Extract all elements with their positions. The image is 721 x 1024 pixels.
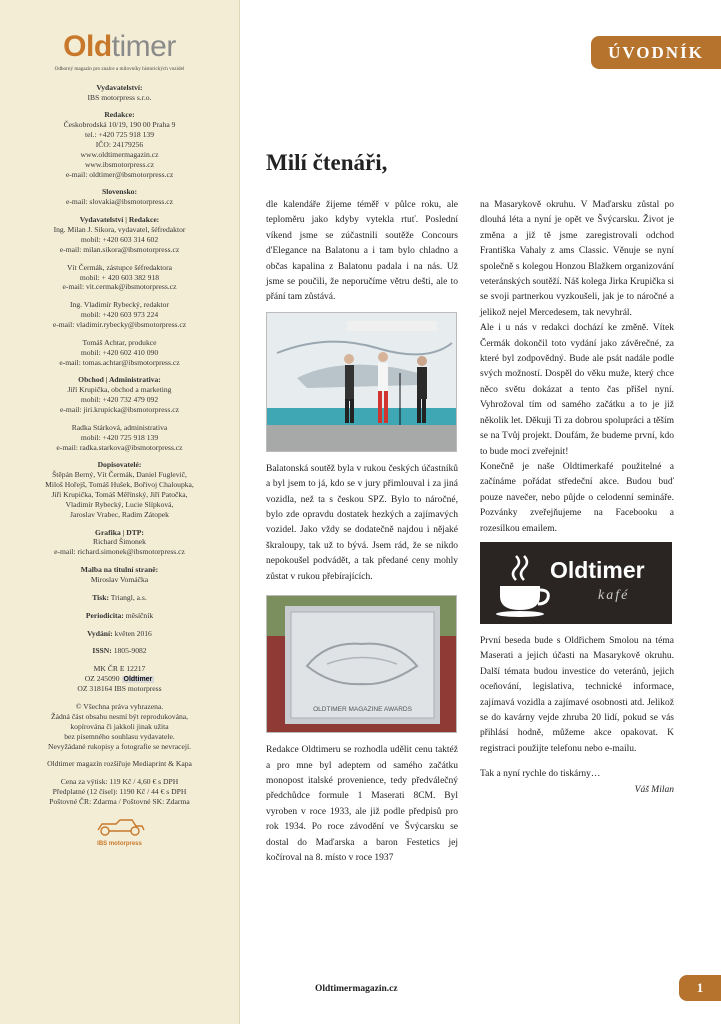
masthead-line	[0, 712, 239, 722]
masthead-line-text: Tomáš Achtar, produkce	[82, 337, 157, 347]
masthead-line-text: mobil: +420 602 410 090	[80, 347, 159, 357]
masthead-block	[0, 110, 239, 179]
masthead-line-text: Žádná část obsahu nesmí být reprodukována,	[50, 711, 189, 721]
article-column-1	[266, 198, 458, 866]
paragraph: na Masarykově okruhu. V Maďarsku zůstal po dlouhá léta a nyní je opět ve Švýcarsku. Život je změna a již tě jsme zaregistrovali odchod Františka Vahaly z ams Classic. Věnuje se nyní společně s kolegou Honzou Blažkem organizování veteránských soutěží. Náš kolega Jirka Krupička si se svoji partnerkou vyzkoušeli, jak je to náročné a jelikož nejel Mercedesem, tak nevyhrál.	[480, 200, 674, 318]
masthead-value: květen 2016	[114, 628, 152, 638]
masthead-line-text: IČO: 24179256	[95, 140, 144, 150]
paragraph: dle kalendáře žijeme téměř v půlce roku, ale teploměru jako kdyby vytekla rtuť. Poslední víkend jsme se zúčastnili soutěže Concours d'Elegance na Balatonu a i tam bylo chladno a občas kapalina z Balatonu padala i na nás. Už jsme se poučili, že neporučíme větru dešti, ale to přání tam zůstává.	[266, 200, 458, 303]
masthead-line-text: Předplatné (12 čísel): 1190 Kč / 44 € s DPH	[52, 787, 187, 797]
masthead-line-text: e-mail: richard.simonek@ibsmotorpress.cz	[54, 547, 185, 557]
masthead-block	[0, 528, 239, 558]
ibs-motorpress-logo	[0, 817, 239, 849]
masthead-line	[0, 235, 239, 245]
masthead-line-text: Českobrodská 10/19, 190 00 Praha 9	[63, 120, 176, 130]
masthead-heading: Vydavatelství:	[96, 82, 143, 92]
masthead-line-text: e-mail: jiri.krupicka@ibsmotorpress.cz	[60, 404, 179, 414]
masthead-line	[0, 674, 239, 684]
masthead-line-text: e-mail: radka.starkova@ibsmotorpress.cz	[56, 442, 183, 452]
masthead-line-text: Radka Stárková, administrativa	[71, 422, 168, 432]
masthead-line-text: Oldtimer magazín rozšiřuje Mediaprint & Kapa	[47, 759, 192, 769]
masthead-line	[0, 385, 239, 395]
masthead-blocks	[0, 83, 239, 807]
masthead-line	[0, 282, 239, 292]
masthead-line	[0, 500, 239, 510]
oldtimer-kafe-logo	[480, 542, 672, 624]
masthead-block	[0, 460, 239, 519]
editorial-title: Milí čtenáři,	[266, 150, 388, 175]
masthead-heading: Grafika | DTP:	[95, 527, 144, 537]
masthead-line-text: Vít Čermák, zástupce šéfredaktora	[67, 262, 172, 272]
signature: Váš Milan	[634, 784, 674, 795]
masthead-line-text: mobil: +420 725 918 139	[80, 432, 159, 442]
masthead-line	[0, 629, 239, 639]
masthead-line-text: e-mail: tomas.achtar@ibsmotorpress.cz	[59, 357, 180, 367]
masthead-line	[0, 160, 239, 170]
article-column-2	[480, 198, 674, 798]
masthead-line-text: Jiří Krupička, Tomáš Měřínský, Jiří Patočka,	[51, 489, 188, 499]
masthead-line	[0, 300, 239, 310]
masthead-line-text: Nevyžádané rukopisy a fotografie se nevracejí.	[48, 741, 191, 751]
masthead-heading: Vydavatelství | Redakce:	[79, 215, 160, 225]
masthead-block	[0, 263, 239, 293]
masthead-heading: Dopisovatelé:	[97, 460, 142, 470]
masthead-line	[0, 423, 239, 433]
award-ceremony-photo	[266, 312, 457, 452]
masthead-line-text: Ing. Milan J. Sikora, vydavatel, šéfredaktor	[53, 225, 186, 235]
masthead-heading: ISSN:	[92, 646, 112, 656]
masthead-line-text: www.ibsmotorpress.cz	[84, 159, 155, 169]
paragraph: Ale i u nás v redakci dochází ke změně. Vítek Čermák dokončil toto vydání jako závěrečné, za které byl zodpovědný. Bude ale psát nadále podle svých možností. Dospěl do věku muže, který chce něco světu dokázat a tento čas přišel nyní. Vyhrožoval tím od samého začátku a to je již několik let. Děkuji Ti za dobrou spolupráci a těším se na Tvůj projekt. Doufám, že budeme první, kdo to bude moci zveřejnit!	[480, 323, 674, 457]
masthead-line-text: Ing. Vladimír Rybecký, redaktor	[70, 300, 169, 310]
logo-old: Old	[63, 30, 112, 63]
masthead-line-text: Vladimír Rybecký, Lucie Slípková,	[65, 499, 174, 509]
masthead-line	[0, 664, 239, 674]
masthead-line-text: e-mail: slovakia@ibsmotorpress.cz	[66, 197, 173, 207]
masthead-line-text: e-mail: vit.cermak@ibsmotorpress.cz	[62, 282, 177, 292]
masthead-line	[0, 348, 239, 358]
paragraph: První beseda bude s Oldřichem Smolou na téma Maserati a jejich účasti na Masarykově okruhu. Další témata budou investice do veteránů, jejich oceňování, legislativa, technické informace, zajímavá vozidla a zajímavé osobnosti atd. Jelikož se do kavárny vejde zhruba 20 lidí, pokud se vás přihlásí hodně, můžeme akce opakovat. K registraci použijte telefonu nebo e-mailu.	[480, 635, 674, 754]
masthead-line	[0, 395, 239, 405]
masthead-block	[0, 759, 239, 769]
masthead-heading: Obchod | Administrativa:	[78, 375, 161, 385]
masthead-line	[0, 742, 239, 752]
masthead-line	[0, 320, 239, 330]
masthead-block	[0, 629, 239, 639]
masthead-heading: Redakce:	[104, 110, 135, 120]
masthead-line	[0, 510, 239, 520]
masthead-line-text: kopírována či jakkoli jinak užita	[70, 721, 169, 731]
masthead-line	[0, 263, 239, 273]
masthead-line-text: OZ 245090	[84, 674, 120, 684]
masthead-sidebar	[0, 0, 240, 1024]
masthead-block	[0, 664, 239, 694]
masthead-line	[0, 611, 239, 621]
masthead-block	[0, 593, 239, 603]
masthead-line-text: mobil: +420 603 314 602	[80, 234, 159, 244]
masthead-line-text: bez písemného souhlasu vydavatele.	[64, 731, 175, 741]
masthead-line-text: tel.: +420 725 918 139	[84, 130, 155, 140]
masthead-line-text: Štěpán Berný, Vít Čermák, Daniel Fuglevič,	[52, 470, 187, 480]
masthead-line-text: mobil: + 420 603 382 918	[79, 272, 160, 282]
masthead-line	[0, 140, 239, 150]
masthead-line	[0, 170, 239, 180]
masthead-block	[0, 646, 239, 656]
masthead-line-text: Miloš Hořejš, Tomáš Hušek, Bořivoj Chaloupka,	[45, 480, 194, 490]
masthead-line	[0, 537, 239, 547]
paragraph: Tak a nyní rychle do tiskárny…	[480, 769, 601, 780]
masthead-line-text: Poštovné ČR: Zdarma / Poštovné SK: Zdarma	[49, 796, 190, 806]
masthead-line-text: www.oldtimermagazin.cz	[80, 149, 159, 159]
masthead-line	[0, 273, 239, 283]
masthead-heading: Slovensko:	[101, 187, 138, 197]
masthead-line	[0, 702, 239, 712]
masthead-line-text: Cena za výtisk: 119 Kč / 4,60 € s DPH	[60, 777, 179, 787]
masthead-line	[0, 593, 239, 603]
masthead-line-text: Jaroslav Vrabec, Radim Zátopek	[70, 509, 169, 519]
masthead-line	[0, 225, 239, 235]
masthead-line	[0, 547, 239, 557]
ibs-label: IBS motorpress	[97, 840, 142, 847]
coffee-cup-icon	[492, 550, 552, 620]
masthead-heading: Malba na titulní straně:	[80, 565, 159, 575]
masthead-line-text: mobil: +420 603 973 224	[80, 310, 159, 320]
masthead-heading: Tisk:	[92, 592, 109, 602]
masthead-block	[0, 777, 239, 807]
masthead-block	[0, 215, 239, 254]
masthead-block	[0, 338, 239, 368]
masthead-value: Triangl, a.s.	[110, 592, 147, 602]
masthead-block	[0, 375, 239, 414]
paragraph: Konečně je naše Oldtimerkafé použitelné a začínáme pořádat středeční akce. Budou buď pouze navečer, nebo půjde o celodenní semináře. Pozvánky zveřejňujeme na Facebooku a rozesílkou emailem.	[480, 461, 674, 534]
cafe-name: Oldtimer	[550, 556, 645, 583]
masthead-block	[0, 565, 239, 585]
masthead-line-text: Richard Šimonek	[93, 537, 146, 547]
magazine-tagline: Odborný magazín pro znalce a milovníky historických vozidel	[54, 66, 185, 72]
masthead-line-text: e-mail: vladimir.rybecky@ibsmotorpress.cz	[52, 319, 187, 329]
section-badge: ÚVODNÍK	[591, 36, 721, 69]
masthead-line	[0, 759, 239, 769]
masthead-line	[0, 245, 239, 255]
masthead-block	[0, 83, 239, 103]
masthead-value: 1805-9082	[113, 646, 147, 656]
masthead-line-text: © Všechna práva vyhrazena.	[75, 702, 164, 712]
masthead-line	[0, 358, 239, 368]
footer-website: Oldtimermagazin.cz	[315, 984, 398, 994]
masthead-line-text: Miroslav Vomáčka	[90, 574, 149, 584]
paragraph: Redakce Oldtimeru se rozhodla udělit cenu taktéž a pro mne byl adeptem od samého začátku monopost italské provenience, tedy předválečný předchůdce formule 1 Maserati 8CM. Byl vyroben v roce 1933, ale již podle předpisů pro rok 1934. Po roce závodění ve Švýcarsku se dostal do Maďarska a baron Festetics jej kočíroval na 8. místo v roce 1937	[266, 745, 458, 863]
masthead-line-text: Jiří Krupička, obchod a marketing	[67, 385, 172, 395]
paragraph: Balatonská soutěž byla v rukou českých účastníků a byl jsem to já, kdo se v jury přimlouval i za jiná vozidla, než ta s českou SPZ. Bylo to náročné, bylo zde opravdu dostatek hezkých a zajímavých vozidel. Jako vždy se dodatečně najdou i nějaké škraloupy, tak už to bývá. Jsem rád, že se nikdo nepokoušel podvádět, a tak předané ceny mohly zůstat v rukou přebírajících.	[266, 463, 458, 582]
masthead-line	[0, 338, 239, 348]
masthead-heading: Vydání:	[87, 628, 113, 638]
masthead-line	[0, 684, 239, 694]
masthead-line	[0, 797, 239, 807]
oz-oldtimer-mark: Oldtimer	[123, 676, 153, 684]
masthead-line	[0, 490, 239, 500]
masthead-line	[0, 480, 239, 490]
masthead-line	[0, 732, 239, 742]
masthead-block	[0, 423, 239, 453]
masthead-line	[0, 722, 239, 732]
masthead-value: měsíčník	[125, 610, 154, 620]
masthead-line	[0, 150, 239, 160]
masthead-block	[0, 300, 239, 330]
masthead-block	[0, 702, 239, 751]
masthead-line-text: e-mail: oldtimer@ibsmotorpress.cz	[65, 169, 174, 179]
masthead-line	[0, 646, 239, 656]
masthead-block	[0, 611, 239, 621]
masthead-line-text: mobil: +420 732 479 092	[80, 395, 159, 405]
masthead-line-text: e-mail: milan.sikora@ibsmotorpress.cz	[59, 244, 180, 254]
masthead-line-text: IBS motorpress s.r.o.	[87, 92, 152, 102]
masthead-block	[0, 187, 239, 207]
masthead-line	[0, 443, 239, 453]
masthead-line	[0, 575, 239, 585]
masthead-line	[0, 120, 239, 130]
masthead-line	[0, 197, 239, 207]
masthead-line	[0, 470, 239, 480]
page-number: 1	[679, 975, 721, 1001]
masthead-line	[0, 433, 239, 443]
masthead-line	[0, 405, 239, 415]
plaque-text: OLDTIMER MAGAZINE AWARDS	[313, 706, 412, 714]
masthead-heading: Periodicita:	[85, 610, 124, 620]
masthead-line-text: OZ 318164 IBS motorpress	[77, 684, 162, 694]
vintage-car-icon	[92, 817, 148, 837]
masthead-line	[0, 310, 239, 320]
cafe-subtitle: kafé	[598, 587, 630, 603]
masthead-line-text: MK ČR E 12217	[93, 664, 146, 674]
masthead-line	[0, 130, 239, 140]
masthead-line	[0, 777, 239, 787]
award-plaque-photo	[266, 595, 457, 733]
masthead-line	[0, 93, 239, 103]
masthead-line	[0, 787, 239, 797]
oldtimer-logo	[0, 32, 239, 62]
logo-timer: timer	[111, 30, 176, 63]
